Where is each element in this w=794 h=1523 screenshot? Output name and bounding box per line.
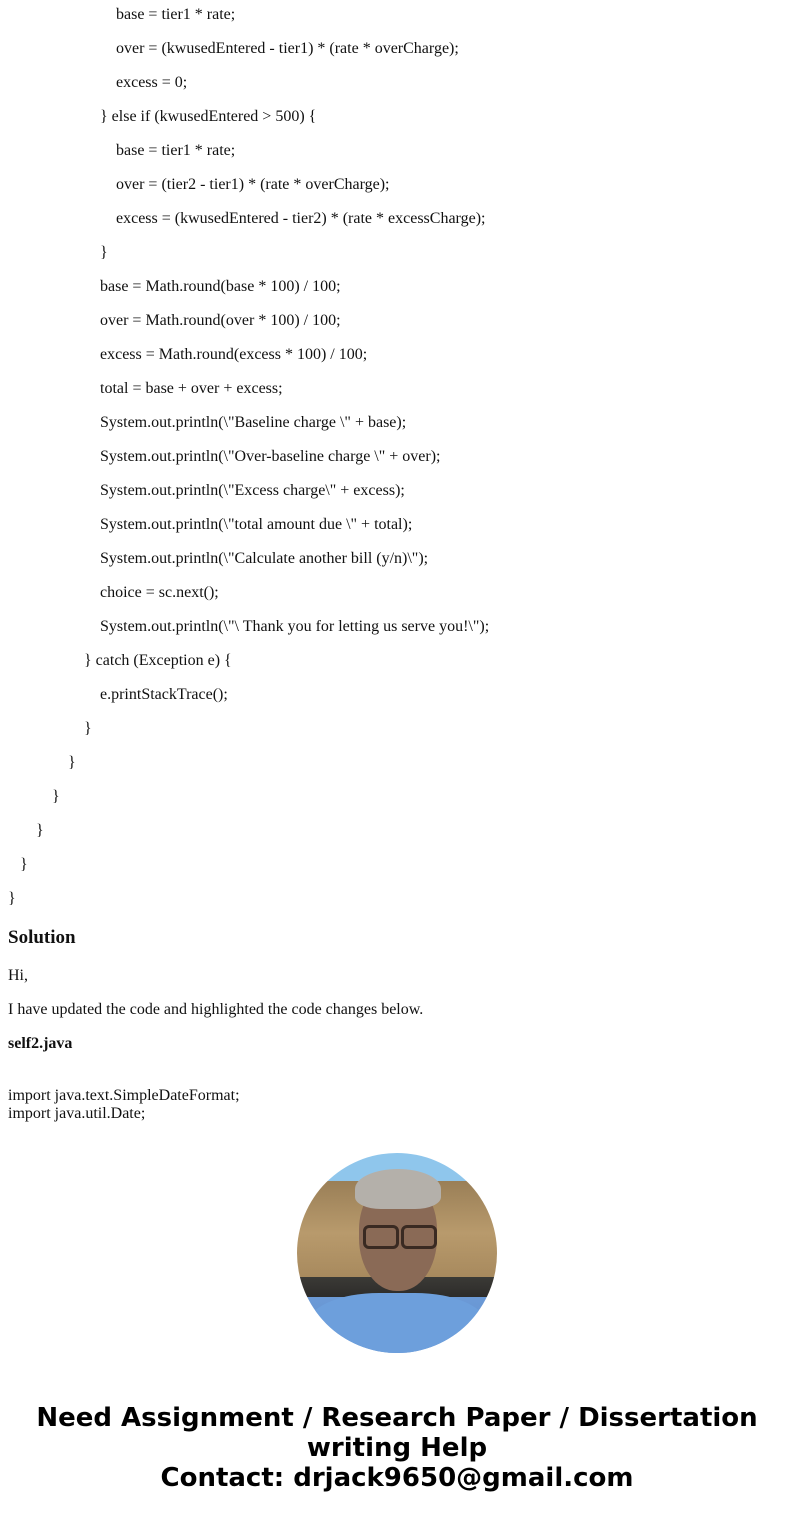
code-line: } [68, 754, 76, 771]
code-line: } [84, 720, 92, 737]
code-line: System.out.println(\"total amount due \" + total); [100, 516, 413, 533]
code-line: base = tier1 * rate; [116, 142, 236, 159]
code-line: } [20, 856, 28, 873]
code-line: base = tier1 * rate; [116, 6, 236, 23]
code-line: System.out.println(\"Calculate another bill (y/n)\"); [100, 550, 429, 567]
code-line: base = Math.round(base * 100) / 100; [100, 278, 341, 295]
code-line: over = (kwusedEntered - tier1) * (rate * overCharge); [116, 40, 459, 57]
code-line: excess = (kwusedEntered - tier2) * (rate * excessCharge); [116, 210, 486, 227]
intro-text: I have updated the code and highlighted the code changes below. [8, 1001, 424, 1018]
code-line: over = (tier2 - tier1) * (rate * overCharge); [116, 176, 390, 193]
avatar-shirt [307, 1293, 487, 1353]
code-line: excess = Math.round(excess * 100) / 100; [100, 346, 368, 363]
banner-line-2: writing Help [306, 1433, 488, 1463]
author-avatar [297, 1153, 497, 1353]
code-line: total = base + over + excess; [100, 380, 283, 397]
code-line: System.out.println(\"Excess charge\" + excess); [100, 482, 405, 499]
code-line: } else if (kwusedEntered > 500) { [100, 108, 317, 125]
filename-label: self2.java [8, 1035, 73, 1052]
code-line: e.printStackTrace(); [100, 686, 228, 703]
code-line: System.out.println(\"Baseline charge \" + base); [100, 414, 407, 431]
avatar-hair [355, 1169, 441, 1209]
code-line: over = Math.round(over * 100) / 100; [100, 312, 341, 329]
glasses-icon [401, 1225, 437, 1249]
code-line: } [8, 890, 16, 907]
banner-line-1: Need Assignment / Research Paper / Dissertation [36, 1403, 758, 1433]
code-line: choice = sc.next(); [100, 584, 219, 601]
contact-banner [0, 1403, 794, 1493]
solution-heading: Solution [8, 927, 76, 948]
code-line: } [36, 822, 44, 839]
banner-contact: Contact: drjack9650@gmail.com [160, 1463, 634, 1493]
code-line: System.out.println(\"\ Thank you for letting us serve you!\"); [100, 618, 490, 635]
glasses-icon [363, 1225, 399, 1249]
code-line: excess = 0; [116, 74, 188, 91]
code-line: System.out.println(\"Over-baseline charge \" + over); [100, 448, 441, 465]
code-line: } catch (Exception e) { [84, 652, 232, 669]
code-line: } [52, 788, 60, 805]
import-line: import java.util.Date; [8, 1105, 146, 1122]
code-line: } [100, 244, 108, 261]
greeting-text: Hi, [8, 967, 28, 984]
import-line: import java.text.SimpleDateFormat; [8, 1087, 240, 1104]
